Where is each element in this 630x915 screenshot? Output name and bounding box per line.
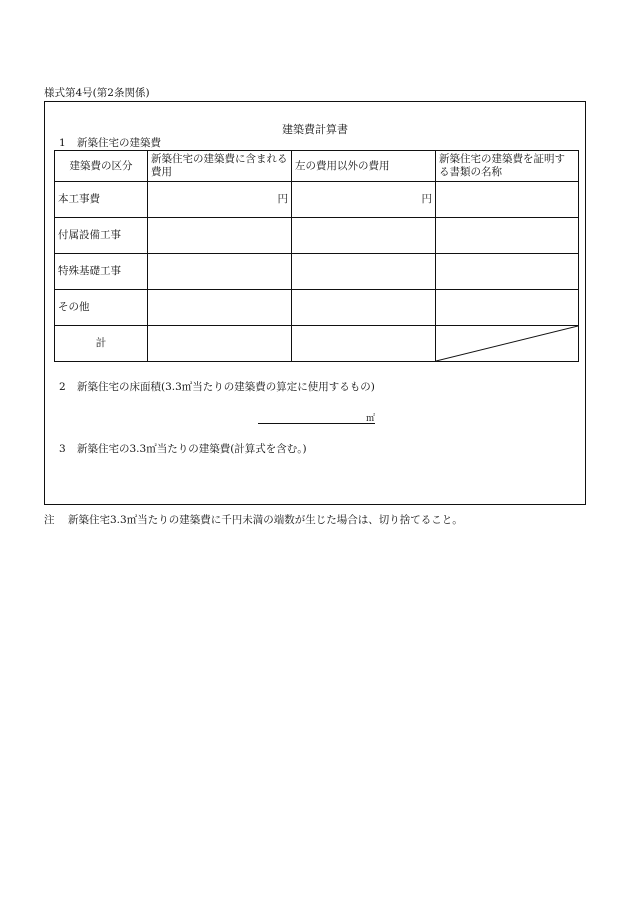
document-name-field[interactable] (436, 218, 579, 254)
section-1-heading (59, 135, 161, 150)
note-prefix: 注 (44, 514, 55, 526)
document-name-field[interactable] (436, 254, 579, 290)
note-text: 新築住宅3.3㎡当たりの建築費に千円未満の端数が生じた場合は、切り捨てること。 (68, 514, 463, 526)
row-label: その他 (55, 290, 148, 326)
header-other-costs: 左の費用以外の費用 (292, 151, 436, 182)
struck-out-cell (436, 326, 579, 362)
section-3-label: 新築住宅の3.3㎡当たりの建築費(計算式を含む。) (77, 443, 307, 455)
form-number: 様式第4号(第2条関係) (44, 87, 150, 99)
section-2-heading (59, 379, 375, 394)
total-other-cost-field[interactable] (292, 326, 436, 362)
document-name-field[interactable] (436, 182, 579, 218)
floor-area-input-line[interactable] (258, 411, 375, 424)
included-cost-field[interactable] (148, 290, 292, 326)
other-cost-field[interactable] (292, 290, 436, 326)
table-total-row (55, 326, 579, 362)
footnote (44, 512, 463, 527)
diagonal-strike-line (436, 326, 578, 361)
section-1-number: 1 (59, 137, 66, 149)
other-cost-field[interactable] (292, 254, 436, 290)
included-cost-field[interactable] (148, 218, 292, 254)
table-row (55, 254, 579, 290)
calculation-form-frame (44, 101, 586, 505)
total-included-cost-field[interactable] (148, 326, 292, 362)
header-proof-document: 新築住宅の建築費を証明する書類の名称 (436, 151, 579, 182)
total-label: 計 (55, 326, 148, 362)
included-cost-field[interactable] (148, 254, 292, 290)
included-cost-field[interactable]: 円 (148, 182, 292, 218)
other-cost-field[interactable] (292, 218, 436, 254)
document-name-field[interactable] (436, 290, 579, 326)
row-label: 付属設備工事 (55, 218, 148, 254)
construction-cost-table (54, 150, 579, 362)
section-1-label: 新築住宅の建築費 (77, 137, 161, 149)
area-unit: ㎡ (365, 414, 375, 424)
section-2-label: 新築住宅の床面積(3.3㎡当たりの建築費の算定に使用するもの) (77, 381, 375, 393)
table-row (55, 218, 579, 254)
section-2-number: 2 (59, 381, 66, 393)
header-included-costs: 新築住宅の建築費に含まれる費用 (148, 151, 292, 182)
table-header-row (55, 151, 579, 182)
table-row (55, 290, 579, 326)
header-cost-category: 建築費の区分 (55, 151, 148, 182)
section-3-heading (59, 441, 307, 456)
other-cost-field[interactable]: 円 (292, 182, 436, 218)
row-label: 特殊基礎工事 (55, 254, 148, 290)
row-label: 本工事費 (55, 182, 148, 218)
section-3-number: 3 (59, 443, 66, 455)
form-title: 建築費計算書 (282, 123, 348, 136)
table-row (55, 182, 579, 218)
